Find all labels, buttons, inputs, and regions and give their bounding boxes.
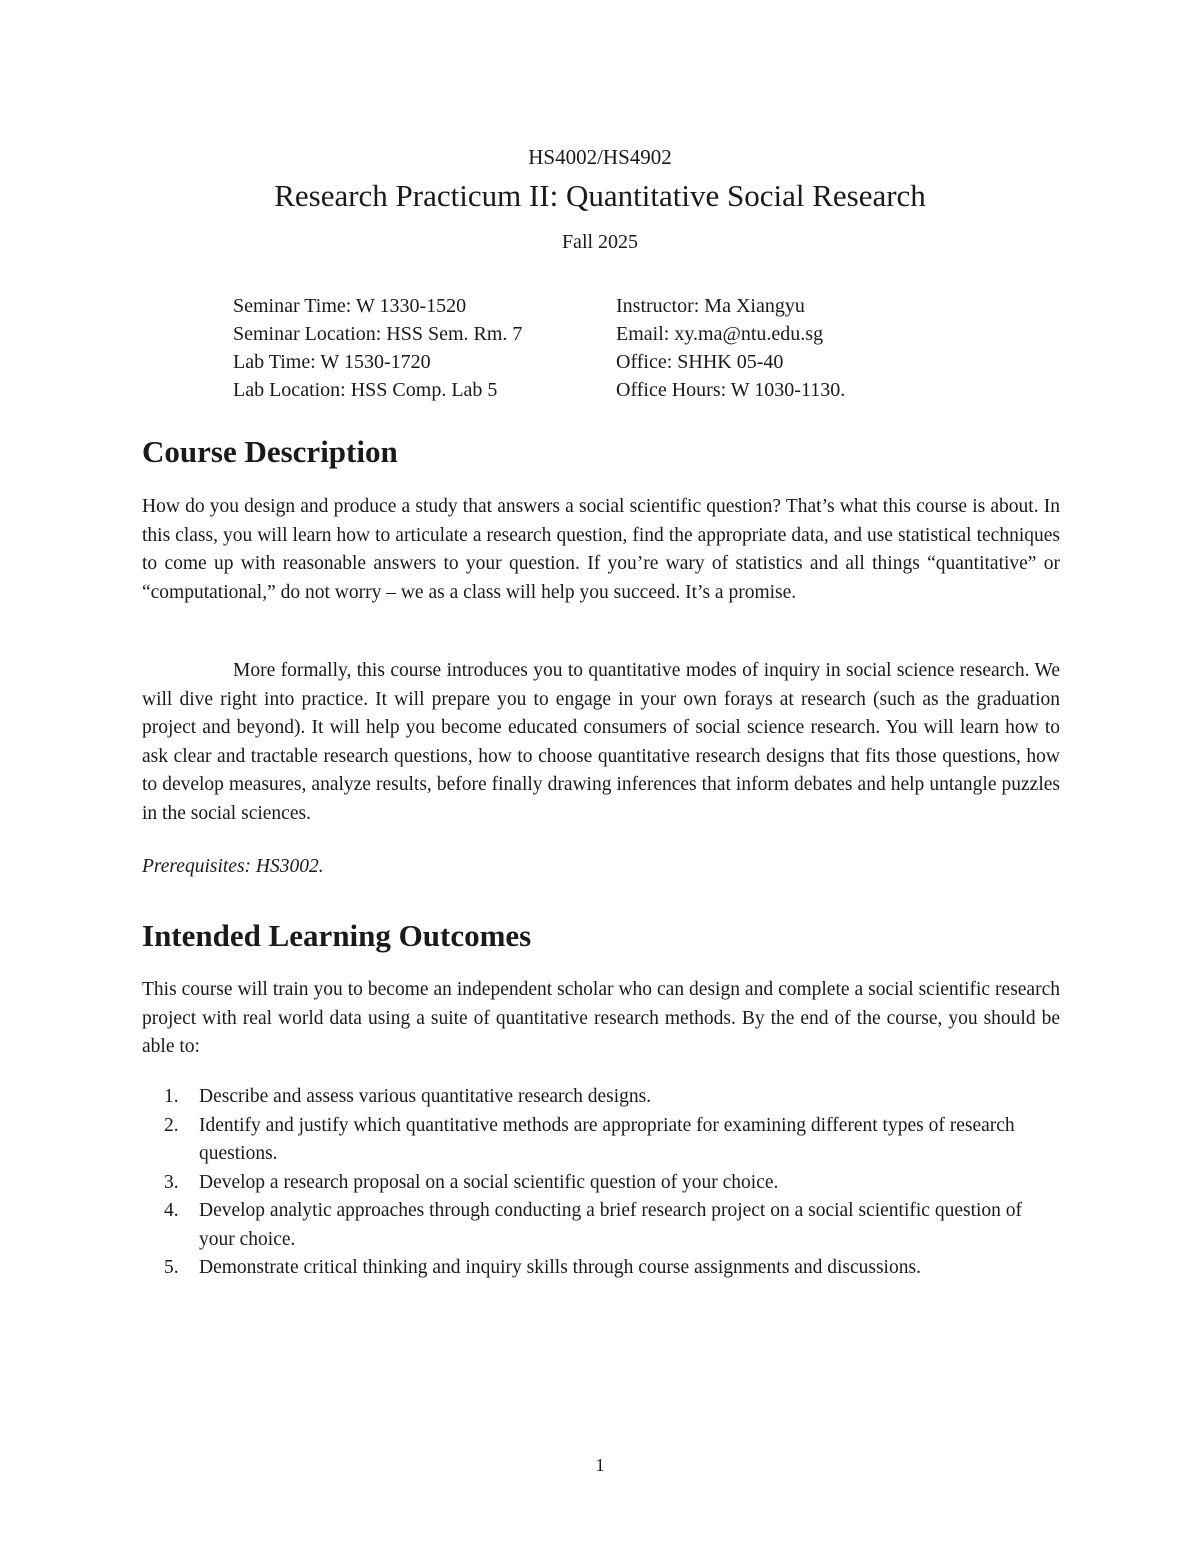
list-item-number: 4.: [164, 1200, 179, 1221]
list-item-number: 1.: [164, 1086, 179, 1107]
instructor-info: [616, 292, 845, 404]
page-number: 1: [595, 1455, 605, 1475]
seminar-location: Seminar Location: HSS Sem. Rm. 7: [233, 323, 523, 345]
list-item-number: 5.: [164, 1257, 179, 1278]
list-item: [142, 1169, 1060, 1198]
list-item-text: Identify and justify which quantitative methods are appropriate for examining different types of research questions.: [199, 1114, 1015, 1164]
term: Fall 2025: [561, 231, 639, 253]
course-description-heading: Course Description: [142, 434, 398, 469]
list-item-text: Develop a research proposal on a social scientific question of your choice.: [199, 1171, 779, 1193]
list-item-text: Demonstrate critical thinking and inquiry skills through course assignments and discussions.: [199, 1257, 921, 1278]
description-paragraph-1: How do you design and produce a study that answers a social scientific question? That’s what this course is about. In this class, you will learn how to articulate a research question, find the appropriate data, and use statistical techniques to come up with reasonable answers to your question. If you’re wary of statistics and all things “quantitative” or “computational,” do not worry – we as a class will help you succeed. It’s a promise.: [142, 496, 1060, 603]
schedule-info: [233, 292, 522, 404]
learning-outcomes-list: [142, 1083, 1060, 1283]
office-hours: Office Hours: W 1030-1130.: [616, 379, 846, 401]
list-item-text: Describe and assess various quantitative research designs.: [199, 1086, 652, 1107]
instructor-email: Email: xy.ma@ntu.edu.sg: [616, 323, 824, 345]
course-code: HS4002/HS4902: [528, 145, 672, 169]
list-item-text: Develop analytic approaches through conducting a brief research project on a social scientific question of your choice.: [199, 1200, 1023, 1250]
lab-location: Lab Location: HSS Comp. Lab 5: [233, 379, 498, 401]
learning-outcomes-intro: This course will train you to become an independent scholar who can design and complete a social scientific research project with real world data using a suite of quantitative research methods. By the end of the course, you should be able to:: [142, 979, 1060, 1057]
list-item: [142, 1197, 1060, 1254]
prerequisites: Prerequisites: HS3002.: [142, 856, 324, 877]
list-item: [142, 1254, 1060, 1283]
seminar-time: Seminar Time: W 1330-1520: [233, 295, 467, 317]
lab-time: Lab Time: W 1530-1720: [233, 351, 431, 373]
instructor-name: Instructor: Ma Xiangyu: [616, 295, 805, 317]
list-item-number: 2.: [164, 1114, 179, 1136]
course-title: Research Practicum II: Quantitative Social Research: [274, 178, 926, 213]
list-item: [142, 1083, 1060, 1112]
list-item-number: 3.: [164, 1171, 179, 1193]
instructor-office: Office: SHHK 05-40: [616, 351, 784, 373]
list-item: [142, 1112, 1060, 1169]
description-paragraph-2: More formally, this course introduces you to quantitative modes of inquiry in social science research. We will dive right into practice. It will prepare you to engage in your own forays at research (such as the graduation project and beyond). It will help you become educated consumers of social science research. You will learn how to ask clear and tractable research questions, how to choose quantitative research designs that fits those questions, how to develop measures, analyze results, before finally drawing inferences that inform debates and help untangle puzzles in the social sciences.: [142, 660, 1060, 824]
learning-outcomes-heading: Intended Learning Outcomes: [142, 918, 532, 953]
